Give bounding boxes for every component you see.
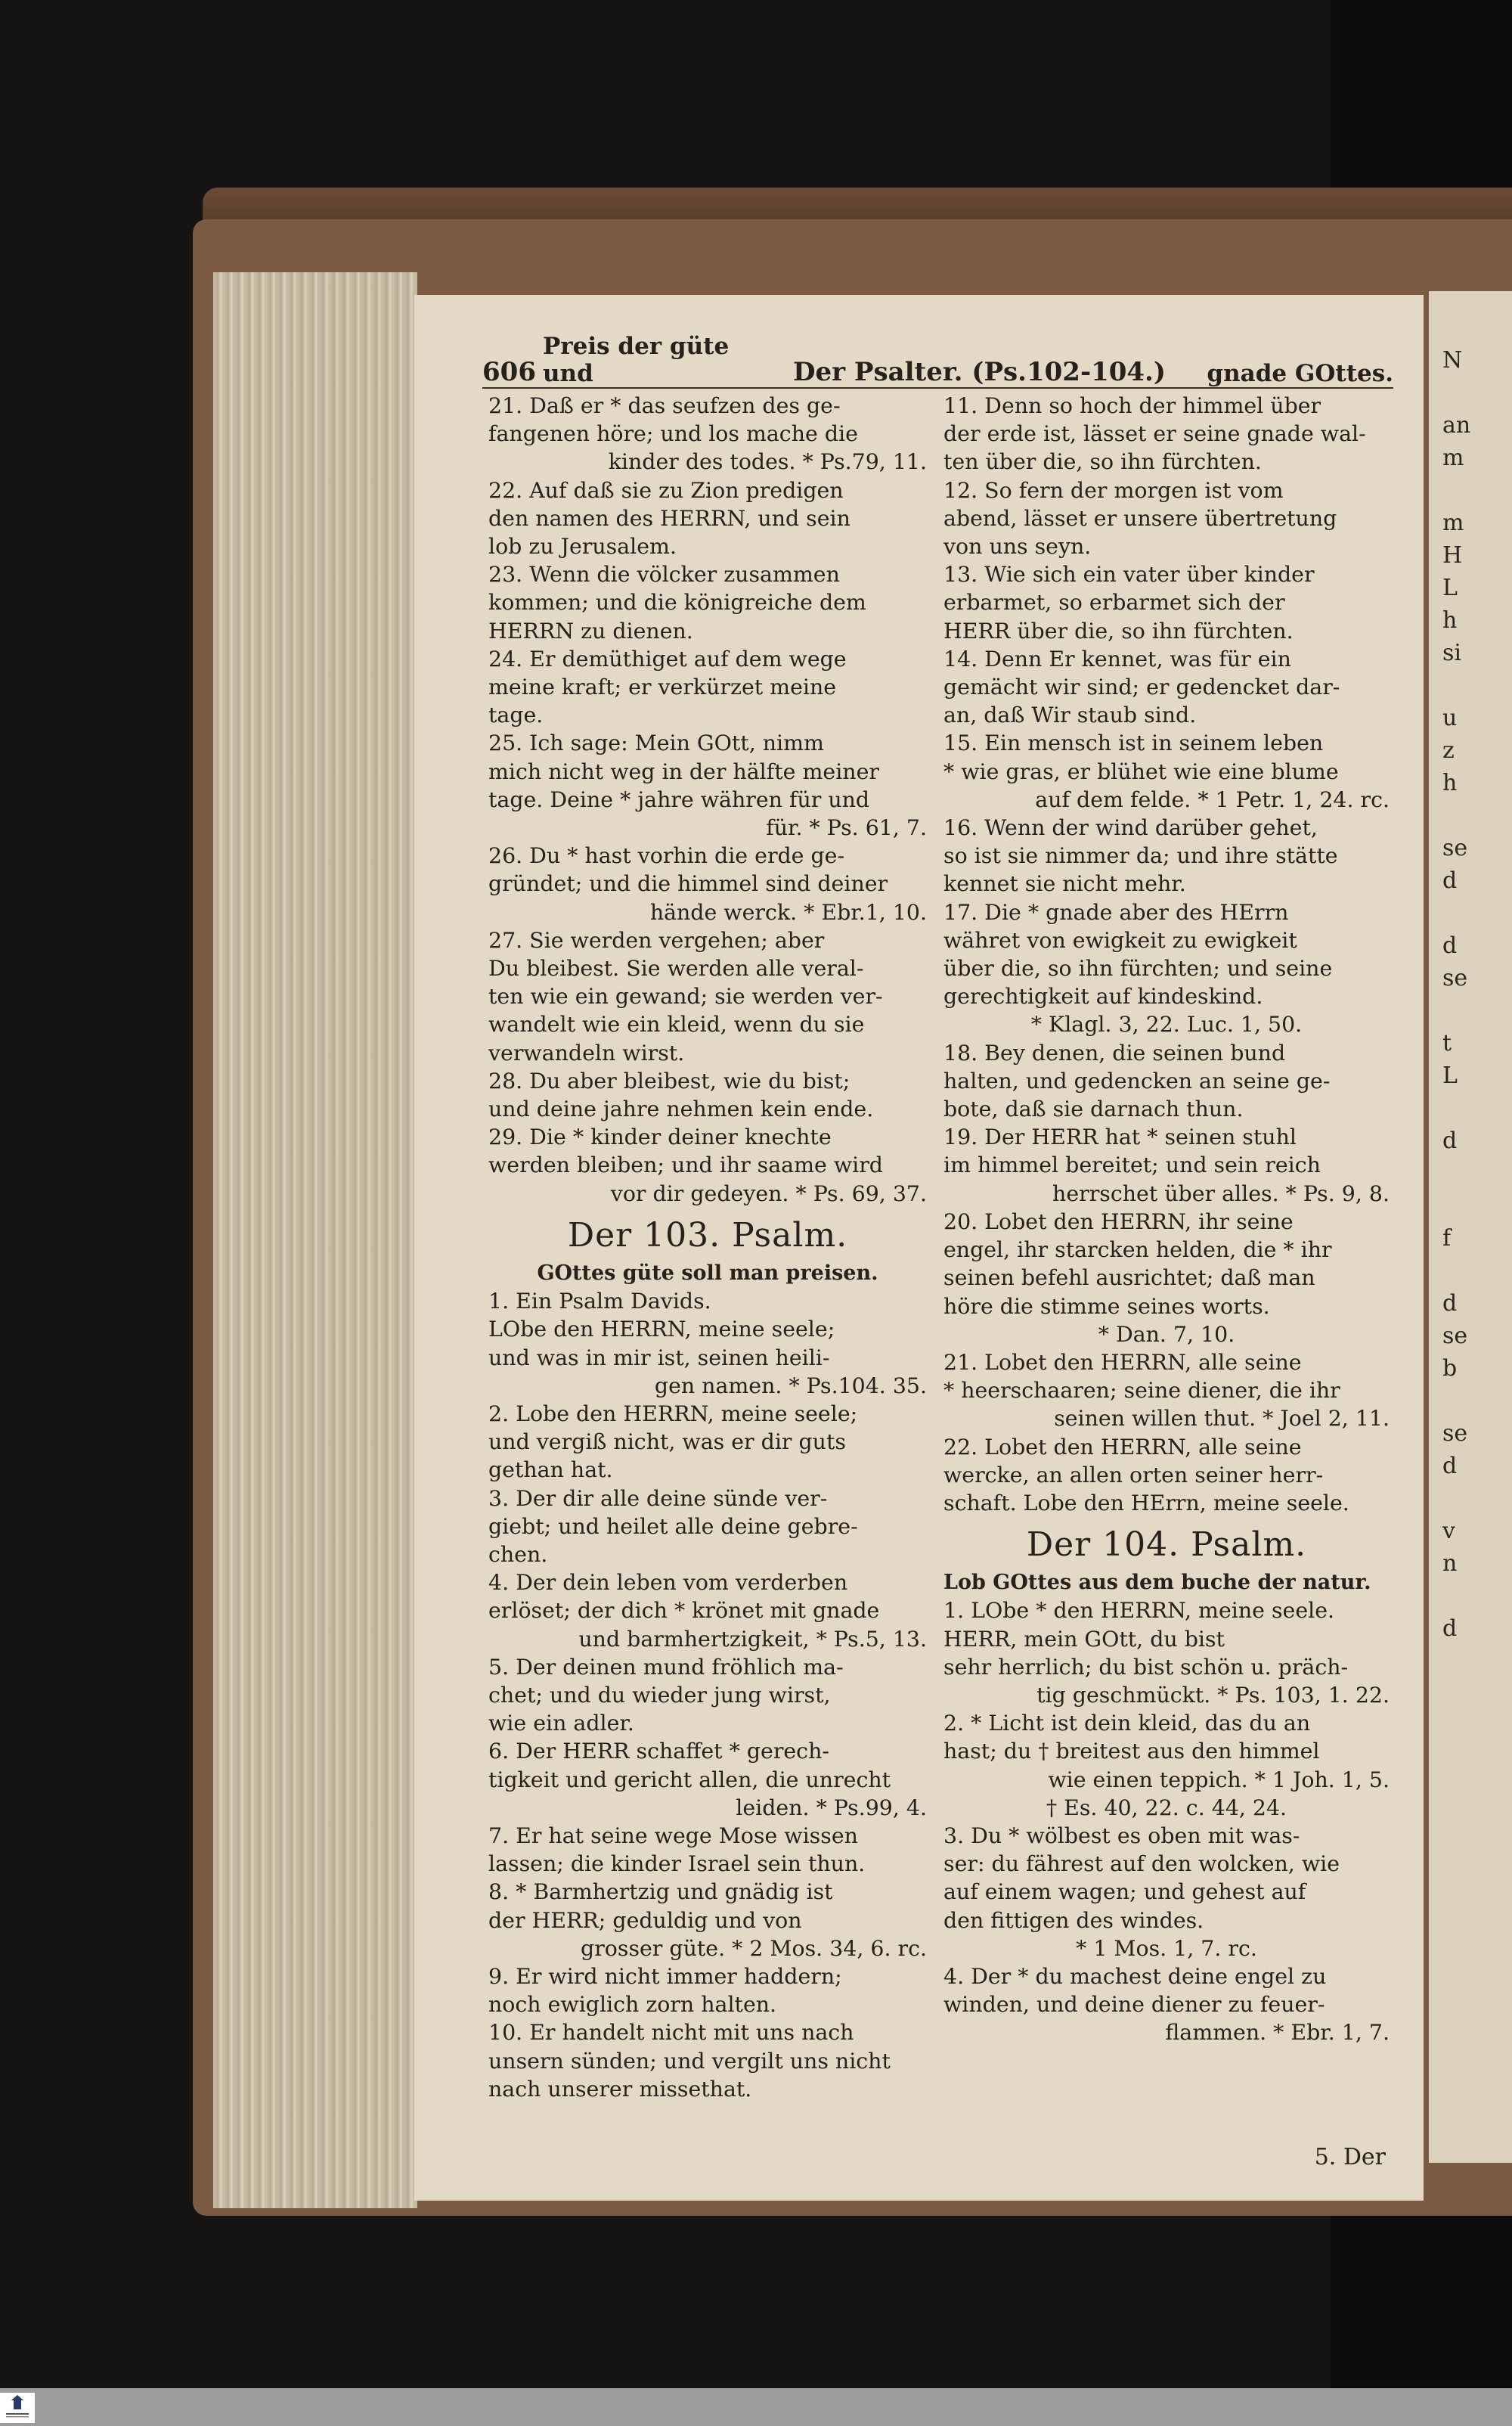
text-line: 27. Sie werden vergehen; aber [488,927,825,953]
text-line: von uns seyn. [943,534,1092,560]
text-line: 12. So fern der morgen ist vom [943,477,1284,503]
text-line: kennet sie nicht mehr. [943,871,1186,897]
text-line: 18. Bey denen, die seinen bund [943,1040,1286,1066]
text-line: 22. Lobet den HERRN, alle seine [943,1434,1302,1460]
text-line: * heerschaaren; seine diener, die ihr [943,1378,1340,1404]
text-line: bote, daß sie darnach thun. [943,1097,1244,1122]
psalm-heading: Der 103. Psalm. [567,1215,848,1255]
text-line: noch ewiglich zorn halten. [488,1992,777,2018]
text-line: 4. Der * du machest deine engel zu [943,1963,1327,1989]
text-line: an, daß Wir staub sind. [943,703,1197,728]
text-line: 16. Wenn der wind darüber gehet, [943,815,1318,841]
text-line: herrschet über alles. * Ps. 9, 8. [1052,1180,1390,1206]
text-line: gethan hat. [488,1457,613,1483]
text-line: 21. Daß er * das seufzen des ge- [488,393,841,418]
text-line: der HERR; geduldig und von [488,1907,802,1933]
text-line: 5. Der deinen mund fröhlich ma- [488,1654,844,1680]
text-line: erbarmet, so erbarmet sich der [943,590,1285,616]
text-line: engel, ihr starcken helden, die * ihr [943,1237,1332,1263]
text-line: 20. Lobet den HERRN, ihr seine [943,1208,1294,1234]
text-line: seinen willen thut. * Joel 2, 11. [1054,1406,1390,1432]
text-line: 23. Wenn die völcker zusammen [488,562,840,588]
text-line: winden, und deine diener zu feuer- [943,1992,1325,2018]
facing-page [1429,291,1512,2163]
text-line: 3. Du * wölbest es oben mit was- [943,1823,1300,1848]
text-line: ten über die, so ihn fürchten. [943,449,1262,475]
text-line: 11. Denn so hoch der himmel über [943,393,1321,418]
text-line: und deine jahre nehmen kein ende. [488,1097,874,1122]
running-head-right: gnade GOttes. [1207,360,1393,387]
text-line: 22. Auf daß sie zu Zion predigen [488,477,844,503]
text-line: für. * Ps. 61, 7. [766,815,927,841]
library-logo-icon [0,2393,35,2423]
right-column [943,392,1390,2047]
text-line: lob zu Jerusalem. [488,534,677,560]
text-line: gerechtigkeit auf kindeskind. [943,984,1263,1010]
text-line: HERRN zu dienen. [488,618,693,644]
text-line: den fittigen des windes. [943,1907,1204,1933]
text-line: 7. Er hat seine wege Mose wissen [488,1823,858,1848]
left-column [488,392,927,2103]
text-line: der erde ist, lässet er seine gnade wal- [943,421,1366,447]
text-line: wie einen teppich. * 1 Joh. 1, 5. [1048,1767,1390,1792]
text-line: nach unserer missethat. [488,2076,752,2102]
text-line: 29. Die * kinder deiner knechte [488,1125,832,1150]
text-line: * 1 Mos. 1, 7. rc. [1076,1935,1257,1961]
text-line: verwandeln wirst. [488,1040,685,1066]
text-line: unsern sünden; und vergilt uns nicht [488,2048,891,2074]
text-line: ten wie ein gewand; sie werden ver- [488,984,883,1010]
text-line: abend, lässet er unsere übertretung [943,505,1337,531]
facing-page-fragments: N an m m H L h si u z h se d d se t L d f d se b se d v n d [1442,347,1471,1642]
text-line: 14. Denn Er kennet, was für ein [943,646,1291,672]
right-column-lines [943,392,1390,1517]
text-line: mich nicht weg in der hälfte meiner [488,759,879,784]
running-head-title: Der Psalter. (Ps.102-104.) [793,357,1166,387]
text-line: gen namen. * Ps.104. 35. [654,1373,927,1398]
text-line: * Dan. 7, 10. [1098,1321,1235,1347]
text-line: LObe den HERRN, meine seele; [488,1317,835,1342]
text-line: über die, so ihn fürchten; und seine [943,956,1333,982]
left-column-lines-after [488,1287,927,2103]
text-line: werden bleiben; und ihr saame wird [488,1153,883,1178]
text-line: 28. Du aber bleibest, wie du bist; [488,1068,850,1094]
text-line: HERR über die, so ihn fürchten. [943,618,1294,644]
text-line: chen. [488,1541,548,1567]
psalm-subtitle: Lob GOttes aus dem buche der natur. [943,1571,1371,1595]
text-line: ser: du fährest auf den wolcken, wie [943,1851,1340,1877]
text-line: 21. Lobet den HERRN, alle seine [943,1349,1302,1375]
text-line: kommen; und die königreiche dem [488,590,866,616]
text-line: den namen des HERRN, und sein [488,505,850,531]
text-line: und was in mir ist, seinen heili- [488,1345,830,1370]
text-line: fangenen höre; und los mache die [488,421,858,447]
text-line: 24. Er demüthiget auf dem wege [488,646,847,672]
psalm-subtitle: GOttes güte soll man preisen. [537,1261,878,1285]
text-line: tigkeit und gericht allen, die unrecht [488,1767,891,1792]
text-line: hände werck. * Ebr.1, 10. [649,899,927,925]
text-line: wandelt wie ein kleid, wenn du sie [488,1012,865,1038]
text-line: und barmhertzigkeit, * Ps.5, 13. [578,1626,927,1652]
left-column-lines [488,392,927,1208]
text-line: erlöset; der dich * krönet mit gnade [488,1598,880,1624]
text-line: halten, und gedencken an seine ge- [943,1068,1331,1094]
text-line: * wie gras, er blühet wie eine blume [943,759,1339,784]
text-line: 19. Der HERR hat * seinen stuhl [943,1125,1297,1150]
text-line: grosser güte. * 2 Mos. 34, 6. rc. [581,1935,927,1961]
text-line: 3. Der dir alle deine sünde ver- [488,1485,828,1511]
running-head [482,333,1393,389]
text-line: 1. LObe * den HERRN, meine seele. [943,1598,1335,1624]
text-line: wie ein adler. [488,1711,634,1736]
text-line: meine kraft; er verkürzet meine [488,675,837,700]
text-line: tig geschmückt. * Ps. 103, 1. 22. [1036,1682,1390,1708]
text-line: 9. Er wird nicht immer haddern; [488,1963,842,1989]
text-line: gemächt wir sind; er gedencket dar- [943,675,1340,700]
text-line: * Klagl. 3, 22. Luc. 1, 50. [1030,1012,1303,1038]
text-line: flammen. * Ebr. 1, 7. [1165,2020,1390,2046]
text-line: 25. Ich sage: Mein GOtt, nimm [488,731,824,756]
text-line: lassen; die kinder Israel sein thun. [488,1851,866,1877]
text-line: 8. * Barmhertzig und gnädig ist [488,1879,833,1905]
text-line: und vergiß nicht, was er dir guts [488,1429,846,1455]
text-line: 2. Lobe den HERRN, meine seele; [488,1401,858,1426]
text-line: 4. Der dein leben vom verderben [488,1570,848,1596]
text-line: 1. Ein Psalm Davids. [488,1289,711,1314]
text-line: auf dem felde. * 1 Petr. 1, 24. rc. [1035,786,1390,812]
text-line: kinder des todes. * Ps.79, 11. [608,449,927,475]
text-line: hast; du † breitest aus den himmel [943,1739,1320,1764]
text-line: auf einem wagen; und gehest auf [943,1879,1306,1905]
book-page [414,295,1424,2201]
text-line: im himmel bereitet; und sein reich [943,1153,1321,1178]
text-line: schaft. Lobe den HErrn, meine seele. [943,1490,1349,1515]
page-edges [213,272,417,2208]
running-head-left: Preis der güte und [543,333,730,387]
text-line: vor dir gedeyen. * Ps. 69, 37. [610,1180,927,1206]
page-number: 606 [482,357,536,387]
text-line: leiden. * Ps.99, 4. [736,1795,927,1820]
text-line: 17. Die * gnade aber des HErrn [943,899,1289,925]
text-line: giebt; und heilet alle deine gebre- [488,1513,858,1539]
catchword: 5. Der [1314,2144,1386,2170]
text-line: tage. [488,703,544,728]
text-line: tage. Deine * jahre währen für und [488,786,870,812]
text-line: 26. Du * hast vorhin die erde ge- [488,843,845,869]
text-line: 6. Der HERR schaffet * gerech- [488,1739,829,1764]
text-line: sehr herrlich; du bist schön u. präch- [943,1654,1349,1680]
psalm-heading: Der 104. Psalm. [1026,1525,1307,1565]
text-line: HERR, mein GOtt, du bist [943,1626,1225,1652]
text-line: † Es. 40, 22. c. 44, 24. [1046,1795,1287,1820]
text-line: 15. Ein mensch ist in seinem leben [943,731,1324,756]
text-line: währet von ewigkeit zu ewigkeit [943,927,1297,953]
text-line: höre die stimme seines worts. [943,1293,1270,1319]
text-line: Du bleibest. Sie werden alle veral- [488,956,864,982]
text-line: so ist sie nimmer da; und ihre stätte [943,843,1338,869]
text-line: 13. Wie sich ein vater über kinder [943,562,1315,588]
text-line: chet; und du wieder jung wirst, [488,1682,831,1708]
text-line: gründet; und die himmel sind deiner [488,871,888,897]
text-line: wercke, an allen orten seiner herr- [943,1462,1324,1488]
text-line: 10. Er handelt nicht mit uns nach [488,2020,854,2046]
text-line: 2. * Licht ist dein kleid, das du an [943,1711,1311,1736]
right-column-lines-after [943,1596,1390,2046]
text-line: seinen befehl ausrichtet; daß man [943,1265,1315,1291]
viewer-footer-bar [0,2388,1512,2426]
